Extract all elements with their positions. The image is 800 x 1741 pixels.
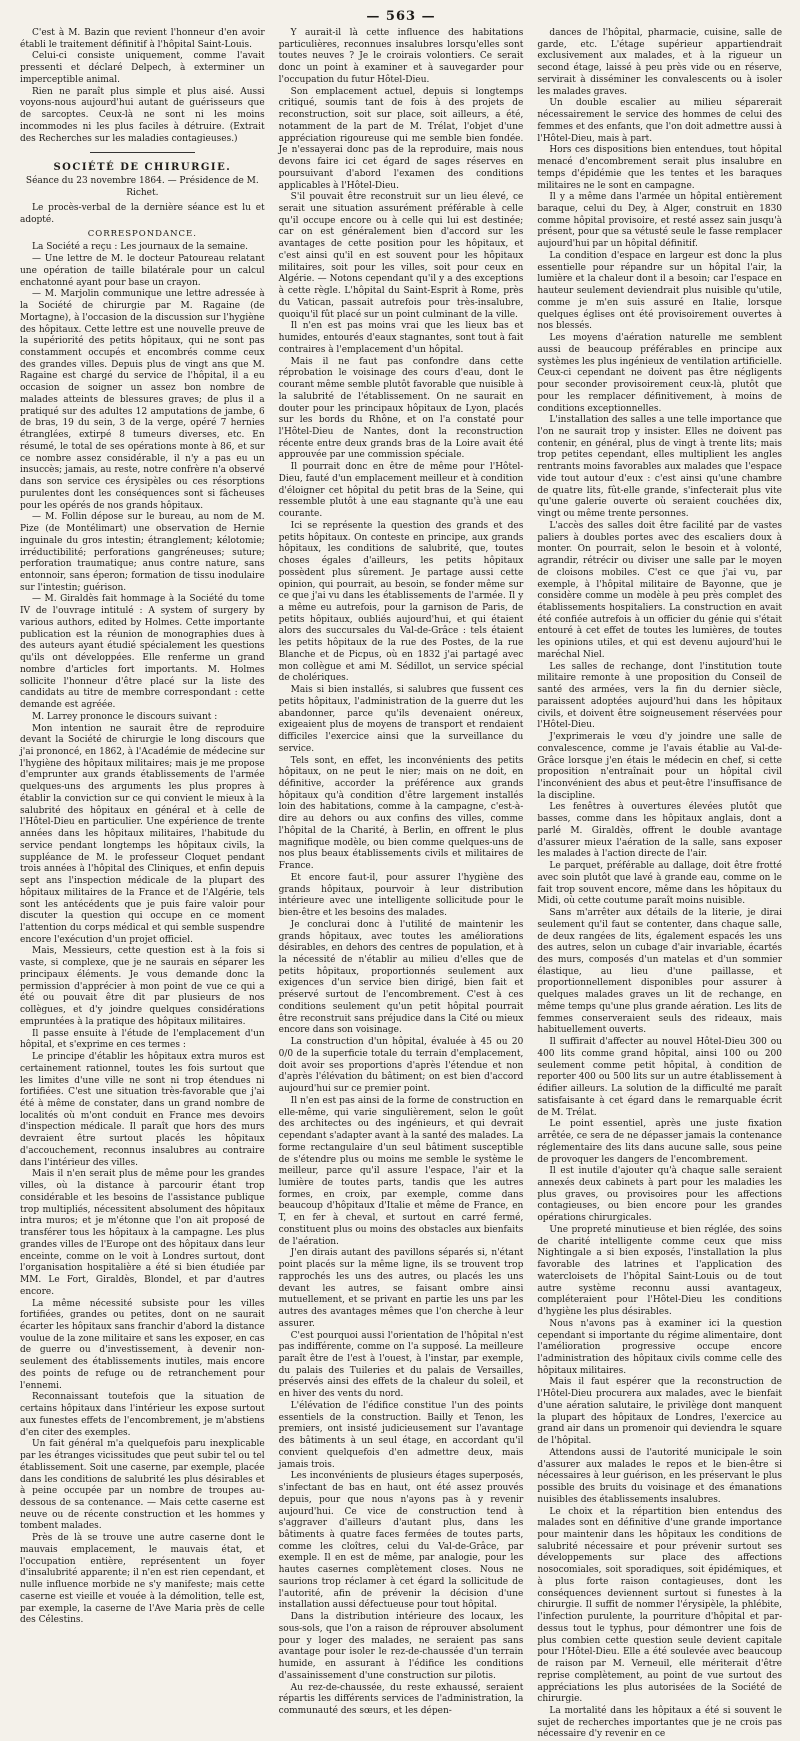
paragraph: Tels sont, en effet, les inconvénients des petits hôpitaux, on ne peut le nier; mais on ne doit, en définitive, accorder la préférence aux grands hôpitaux qu'à condition d'être largement installés loin des habitations, comme à la campagne, c'est-à-dire au dehors ou aux confins des villes, comme l'hôpital de la Charité, à Berlin, en offrent le plus magnifique modèle, ou bien comme quelques-uns de nos plus beaux établissements civils et militaires de France. [278, 755, 524, 872]
paragraph: La construction d'un hôpital, évaluée à 45 ou 20 0/0 de la superficie totale du terrain d'emplacement, doit avoir ses proportions d'après l'étendue et non d'après l'élévation du bâtiment; on est bien d'accord aujourd'hui sur ce premier point. [278, 1037, 524, 1095]
paragraph: La condition d'espace en largeur est donc la plus essentielle pour répandre sur un hôpital l'air, la lumière et la chaleur dont il a besoin; car l'espace en hauteur seulement deviendrait plus nuisible qu'utile, comme je m'en suis assuré en Italie, lorsque quelques églises ont été provisoirement ouvertes à nos blessés. [537, 250, 783, 332]
paragraph: Hors ces dispositions bien entendues, tout hôpital menacé d'encombrement serait plus insalubre en temps d'épidémie que les tentes et les baraques militaires ne le sont en campagne. [537, 145, 783, 191]
paragraph: Le procès-verbal de la dernière séance est lu et adopté. [20, 202, 265, 225]
paragraph: — M. Marjolin communique une lettre adressée à la Société de chirurgie par M. Ragaine (de Mortagne), à l'occasion de la discussion sur l'hygiène des hôpitaux. Cette lettre est une nouvelle preuve de la supériorité des petits hôpitaux, qui ne sont pas constamment occupés et encombrés comme ceux des grandes villes. Depuis plus de vingt ans que M. Ragaine est chargé du service de l'hôpital, il a eu occasion de soigner un assez bon nombre de malades atteints de blessures graves; de plus il a pratiqué sur des adultes 12 amputations de jambe, 6 de bras, 19 du sein, 3 de la verge, opéré 7 hernies étranglées, extirpé 8 tumeurs diverses, etc. En résumé, le total de ses opérations monte à 86, et sur ce nombre assez considérable, il n'y a pas eu un insuccès; jamais, au reste, notre confrère n'a observé dans son service ces érysipèles ou ces résorptions purulentes dont les conséquences sont si fâcheuses pour les opérés de nos grands hôpitaux. [20, 289, 265, 511]
subsection-heading: CORRESPONDANCE. [87, 229, 197, 240]
paragraph: L'accès des salles doit être facilité par de vastes paliers à doubles portes avec des escaliers doux à monter. On pourrait, selon le besoin et à volonté, agrandir, rétrécir ou diviser une salle par le moyen de cloisons mobiles. C'est ce que j'ai vu, par exemple, à l'hôpital militaire de Bayonne, que je considère comme un modèle à peu près complet des établissements hospitaliers. La construction en avait été confiée autrefois à un officier du génie qui s'était entouré à cet effet de toutes les lumières, de toutes les opinions utiles, et qui est devenu aujourd'hui le maréchal Niel. [537, 520, 783, 660]
column-right [537, 28, 783, 1740]
paragraph: Il pourrait donc en être de même pour l'Hôtel-Dieu, fauté d'un emplacement meilleur et à condition d'éloigner cet hôpital du petit bras de la Seine, qui ressemble plutôt à une eau stagnante qu'à une eau courante. [278, 462, 524, 520]
paragraph: Nous n'avons pas à examiner ici la question cependant si importante du régime alimentaire, dont l'amélioration progressive occupe encore l'administration des hôpitaux civils comme celle des hôpitaux militaires. [537, 1318, 783, 1376]
paragraph: — M. Follin dépose sur le bureau, au nom de M. Pize (de Montélimart) une observation de Hernie inguinale du gros intestin; étranglement; kélotomie; irréductibilité; perforations gangréneuses; suture; perforation traumatique; anus contre nature, sans entonnoir, sans éperon; formation de tissu inodulaire sur l'intestin; guérison. [20, 512, 265, 593]
session-line: Séance du 23 novembre 1864. — Présidence de M. Richet. [25, 176, 259, 199]
column-middle [278, 28, 524, 1717]
column-left [20, 28, 265, 1626]
paragraph: Un fait général m'a quelquefois paru inexplicable par les étranges vicissitudes que peut subir tel ou tel établissement. Soit une caserne, par exemple, placée dans les conditions de salubrité les plus désirables et à peine occupée par un nombre de troupes au-dessous de sa contenance. — Mais cette caserne est neuve ou de récente construction et les hommes y tombent malades. [20, 1439, 265, 1532]
paragraph: Je conclurai donc à l'utilité de maintenir les grands hôpitaux, avec toutes les améliorations désirables, en dehors des centres de population, et à la nécessité de n'établir au milieu d'elles que de petits hôpitaux, proportionnés seulement aux exigences d'un service bien dirigé, bien fait et préservé surtout de l'encombrement. C'est à ces conditions seulement qu'un petit hôpital pourrait être reconstruit sans préjudice dans la Cité ou mieux encore dans son voisinage. [278, 919, 524, 1036]
paragraph: Le point essentiel, après une juste fixation arrêtée, ce sera de ne dépasser jamais la contenance réglementaire des lits dans aucune salle, sous peine de provoquer les dangers de l'encombrement. [537, 1119, 783, 1165]
paragraph: Les moyens d'aération naturelle me semblent aussi de beaucoup préférables en principe aux systèmes les plus ingénieux de ventilation artificielle. Ceux-ci cependant ne doivent pas être négligents pour seconder provisoirement ceux-là, plutôt que pour les remplacer définitivement, à moins de conditions exceptionnelles. [537, 333, 783, 414]
paragraph: M. Larrey prononce le discours suivant : [32, 711, 218, 722]
paragraph: Rien ne paraît plus simple et plus aisé. Aussi voyons-nous aujourd'hui autant de guérisseurs que de sarcoptes. Ceux-là ne sont ni les moins incommodes ni les plus faciles à détruire. (Extrait des Recherches sur les maladies contagieuses.) [20, 86, 265, 144]
paragraph: Mon intention ne saurait être de reproduire devant la Société de chirurgie le long discours que j'ai prononcé, en 1862, à l'Académie de médecine sur l'hygiène des hôpitaux militaires; mais je me propose d'emprunter aux grands établissements de l'armée quelques-uns des arguments les plus propres à établir la conviction sur ce qui convient le mieux à la salubrité des hôpitaux en général et à celle de l'Hôtel-Dieu en particulier. Une expérience de trente années dans les hôpitaux militaires, l'habitude du service pendant longtemps les hôpitaux civils, la suppléance de M. le professeur Cloquet pendant trois années à l'hôpital des Cliniques, et enfin depuis sept ans l'inspection médicale de la plupart des hôpitaux militaires de la France et de l'Algérie, tels sont les antécédents que je puis faire valoir pour discuter la question qui occupe en ce moment l'attention du corps médical et qui semble suspendre encore l'exécution d'un projet officiel. [20, 723, 265, 945]
paragraph: Un double escalier au milieu séparerait nécessairement le service des hommes de celui des femmes et des enfants, que l'on doit admettre aussi à l'Hôtel-Dieu, mais à part. [537, 98, 783, 144]
paragraph: J'en dirais autant des pavillons séparés si, n'étant point placés sur la même ligne, ils se trouvent trop rapprochés les uns des autres, ou placés les uns devant les autres, se faisant ombre ainsi mutuellement, et se privant en partie les uns par les autres des avantages mêmes que l'on cherche à leur assurer. [278, 1248, 524, 1329]
paragraph: Ici se représente la question des grands et des petits hôpitaux. On conteste en principe, aux grands hôpitaux, les conditions de salubrité, que, toutes choses égales d'ailleurs, les petits hôpitaux possèdent plus sûrement. Je partage aussi cette opinion, qui pourrait, au besoin, se fonder même sur ce que j'ai vu dans les établissements de l'armée. Il y a même eu autrefois, pour la garnison de Paris, de petits hôpitaux, oubliés aujourd'hui, et qui étaient alors des succursales du Val-de-Grâce : tels étaient les petits hôpitaux de la rue des Postes, de la rue Blanche et de Picpus, où en 1832 j'ai partagé avec mon collègue et ami M. Sédillot, un service spécial de cholériques. [278, 520, 524, 684]
paragraph: Près de là se trouve une autre caserne dont le mauvais emplacement, le mauvais état, et l'occupation entière, représentent un foyer d'insalubrité apparente; il n'en est rien cependant, et nulle influence morbide ne s'y manifeste; mais cette caserne est vieille et vouée à la démolition, telle est, par exemple, la caserne de l'Ave Maria près de celle des Célestins. [20, 1533, 265, 1626]
paragraph: Il est inutile d'ajouter qu'à chaque salle seraient annexés deux cabinets à part pour les maladies les plus graves, ou provisoires pour les affections contagieuses, ou bien encore pour les grandes opérations chirurgicales. [537, 1166, 783, 1224]
paragraph: La même nécessité subsiste pour les villes fortifiées, grandes ou petites, dont on ne saurait écarter les hôpitaux sans franchir d'abord la distance voulue de la zone militaire et sans les exposer, en cas de guerre ou d'investissement, à devenir non-seulement des établissements inutiles, mais encore des points de refuge ou de retranchement pour l'ennemi. [20, 1298, 265, 1391]
paragraph: Reconnaissant toutefois que la situation de certains hôpitaux dans l'intérieur les expose surtout aux funestes effets de l'encombrement, je m'abstiens d'en citer des exemples. [20, 1392, 265, 1438]
paragraph: Le choix et la répartition bien entendus des malades sont en définitive d'une grande importance pour maintenir dans les hôpitaux les conditions de salubrité nécessaire et pour prévenir surtout ses développements sur place des affections nosocomiales, soit sporadiques, soit épidémiques, et à plus forte raison contagieuses, dont les conséquences deviennent surtout si funestes à la chirurgie. Il suffit de nommer l'érysipèle, la phlébite, l'infection purulente, la pourriture d'hôpital et par-dessus tout le typhus, pour démontrer une fois de plus combien cette question seule devient capitale pour l'Hôtel-Dieu. Elle a été soulevée avec beaucoup de raison par M. Verneuil, elle mériterait d'être reprise complètement, au point de vue surtout des appréciations les plus autorisées de la Société de chirurgie. [537, 1506, 783, 1705]
paragraph: Mais, Messieurs, cette question est à la fois si vaste, si complexe, que je ne saurais en séparer les principaux éléments. Je vous demande donc la permission d'apprécier à mon point de vue ce qui a été ou pouvait être dit par plusieurs de nos collègues, et d'y joindre quelques considérations empruntées à la pratique des hôpitaux militaires. [20, 946, 265, 1027]
paragraph: Le parquet, préférable au dallage, doit être frotté avec soin plutôt que lavé à grande eau, comme on le fait trop souvent encore, même dans les hôpitaux du Midi, où cette coutume paraît moins nuisible. [537, 861, 783, 907]
paragraph: dances de l'hôpital, pharmacie, cuisine, salle de garde, etc. L'étage supérieur appartiendrait exclusivement aux malades, et à la rigueur un second étage, laissé à peu près vide ou en réserve, servirait à disséminer les convalescents ou à isoler les malades graves. [537, 28, 783, 97]
paragraph: C'est pourquoi aussi l'orientation de l'hôpital n'est pas indifférente, comme on l'a supposé. La meilleure paraît être de l'est à l'ouest, à l'instar, par exemple, du palais des Tuileries et du palais de Versailles, préservés ainsi des effets de la chaleur du soleil, et en hiver des vents du nord. [278, 1330, 524, 1400]
paragraph: Y aurait-il là cette influence des habitations particulières, reconnues insalubres lorsqu'elles sont toutes neuves ? Je le croirais volontiers. Ce serait donc un point à examiner et à sauvegarder pour l'occupation du futur Hôtel-Dieu. [278, 28, 524, 85]
paragraph: Attendons aussi de l'autorité municipale le soin d'assurer aux malades le repos et le bien-être si nécessaires à leur guérison, en les préservant le plus possible des bruits du voisinage et des émanations nuisibles des établissements insalubres. [537, 1447, 783, 1505]
paragraph: Celui-ci consiste uniquement, comme l'avait pressenti et déclaré Delpech, à exterminer un imperceptible animal. [20, 51, 265, 85]
paragraph: Mais il ne faut pas confondre dans cette réprobation le voisinage des cours d'eau, dont le courant même semble plutôt favorable que nuisible à la salubrité de l'établissement. On ne saurait en douter pour les principaux hôpitaux de Lyon, placés sur les bords du Rhône, et on l'a constaté pour l'Hôtel-Dieu de Nantes, dont la reconstruction récente entre deux grands bras de la Loire avait été approuvée par une commission spéciale. [278, 356, 524, 461]
paragraph: Les inconvénients de plusieurs étages superposés, s'infectant de bas en haut, ont été assez prouvés depuis, pour que nous n'ayons pas à y revenir aujourd'hui. Ce vice de construction tend à s'aggraver d'ailleurs d'autant plus, dans les bâtiments à quatre faces fermées de toutes parts, comme les cloîtres, celui du Val-de-Grâce, par exemple. Il en est de même, par analogie, pour les hautes casernes complètement closes. Nous ne saurions trop réclamer à cet égard la sollicitude de l'autorité, afin de prévenir la décision d'une installation aussi défectueuse pour tout hôpital. [278, 1471, 524, 1611]
paragraph: Son emplacement actuel, depuis si longtemps critiqué, soumis tant de fois à des projets de reconstruction, soit sur place, soit ailleurs, a été, notamment de la part de M. Trélat, l'objet d'une appréciation rigoureuse qui me semble bien fondée. Je n'essayerai donc pas de la reproduire, mais nous devons faire ici cet égard de sages réserves en poursuivant d'abord l'examen des conditions applicables à l'Hôtel-Dieu. [278, 86, 524, 191]
paragraph: — M. Giraldès fait hommage à la Société du tome IV de l'ouvrage intitulé : A system of surgery by various authors, edited by Holmes. Cette importante publication est la réunion de monographies dues à des auteurs ayant étudié spécialement les questions qu'ils ont développées. Elle renferme un grand nombre d'articles fort importants. M. Holmes sollicite l'honneur d'être placé sur la liste des candidats au titre de membre correspondant : cette demande est agréée. [20, 594, 265, 711]
paragraph: Sans m'arrêter aux détails de la literie, je dirai seulement qu'il faut se contenter, dans chaque salle, de deux rangées de lits, également espacés les uns des autres, selon un cubage d'air invariable, écartés des murs, composés d'un matelas et d'un sommier élastique, au lieu d'une paillasse, et proportionnellement disponibles pour assurer à quelques malades graves un lit de rechange, en même temps qu'une plus grande aération. Les lits de femmes conserveraient seuls des rideaux, mais habituellement ouverts. [537, 908, 783, 1036]
paragraph: Il y a même dans l'armée un hôpital entièrement baraque, celui du Dey, à Alger, construit en 1830 comme hôpital provisoire, et resté assez sain jusqu'à présent, pour que sa vétusté seule le fasse remplacer aujourd'hui par un hôpital définitif. [537, 192, 783, 250]
section-heading: SOCIÉTÉ DE CHIRURGIE. [53, 162, 232, 174]
paragraph: Et encore faut-il, pour assurer l'hygiène des grands hôpitaux, pourvoir à leur distribution intérieure avec une intelligente sollicitude pour le bien-être et les besoins des malades. [278, 872, 524, 919]
paragraph: J'exprimerais le vœu d'y joindre une salle de convalescence, comme je l'avais établie au Val-de-Grâce lorsque j'en étais le médecin en chef, si cette proposition n'entraînait pour un hôpital civil l'inconvénient des abus et peut-être l'insuffisance de la discipline. [537, 732, 783, 801]
paragraph: Il suffirait d'affecter au nouvel Hôtel-Dieu 300 ou 400 lits comme grand hôpital, ainsi 100 ou 200 seulement comme petit hôpital, à condition de reporter 400 ou 500 lits sur un autre établissement à édifier ailleurs. La solution de la difficulté me paraît satisfaisante à cet égard dans le remarquable écrit de M. Trélat. [537, 1037, 783, 1118]
paragraph: Dans la distribution intérieure des locaux, les sous-sols, que l'on a raison de réprouver absolument pour y loger des malades, ne seraient pas sans avantage pour isoler le rez-de-chaussée d'un terrain humide, en assurant à l'édifice les conditions d'assainissement d'une construction sur pilotis. [278, 1612, 524, 1681]
paragraph: Une propreté minutieuse et bien réglée, des soins de charité intelligente comme ceux que miss Nightingale a si bien exposés, l'installation la plus favorable des latrines et l'application des watercloisets de l'hôpital Saint-Louis ou de tout autre système reconnu aussi avantageux, compléteraient pour l'Hôtel-Dieu les conditions d'hygiène les plus désirables. [537, 1224, 783, 1318]
paragraph: L'élévation de l'édifice constitue l'un des points essentiels de la construction. Bailly et Tenon, les premiers, ont insisté judicieusement sur l'avantage des bâtiments à un seul étage, en accordant qu'il convient quelquefois d'en admettre deux, mais jamais trois. [278, 1400, 524, 1470]
paragraph: Au rez-de-chaussée, du reste exhaussé, seraient répartis les différents services de l'administration, la communauté des sœurs, et les dépen- [278, 1682, 524, 1717]
paragraph: Mais si bien installés, si salubres que fussent ces petits hôpitaux, l'administration de la guerre dut les abandonner, parce qu'ils devenaient onéreux, exigeaient plus de moyens de transport et rendaient difficiles l'exercice ainsi que la surveillance du service. [278, 685, 524, 754]
paragraph: Il passe ensuite à l'étude de l'emplacement d'un hôpital, et s'exprime en ces termes : [20, 1028, 265, 1051]
paragraph: Le principe d'établir les hôpitaux extra muros est certainement rationnel, toutes les fois surtout que les limites d'une ville ne sont ni trop étendues ni fortifiées. C'est une situation très-favorable que j'ai été à même de constater, dans un grand nombre de localités où m'ont conduit en France mes devoirs d'inspection médicale. Il paraît que hors des murs devraient être surtout placés les hôpitaux d'accouchement, reconnus insalubres au contraire dans l'intérieur des villes. [20, 1052, 265, 1168]
paragraph: S'il pouvait être reconstruit sur un lieu élevé, ce serait une situation assurément préférable à celle qu'il occupe encore ou à celle qui lui est destinée; car on est généralement bien d'accord sur les avantages de cette position pour les hôpitaux, et c'est ainsi qu'il en est souvent pour les hôpitaux militaires, soit pour les villes, soit pour ceux en Algérie. — Notons cependant qu'il y a des exceptions à cette règle. L'hôpital du Saint-Esprit à Rome, près du Vatican, passait autrefois pour très-insalubre, quoiqu'il fût placé sur un point culminant de la ville. [278, 192, 524, 320]
paragraph: Les salles de rechange, dont l'institution toute militaire remonte à une proposition du Conseil de santé des armées, vers la fin du dernier siècle, paraissent adoptées aujourd'hui dans les hôpitaux civils, et doivent être soigneusement réservées pour l'Hôtel-Dieu. [537, 661, 783, 731]
paragraph: L'installation des salles a une telle importance que l'on ne saurait trop y insister. Elles ne doivent pas contenir, en général, plus de vingt à trente lits; mais trop petites cependant, elles multiplient les angles rentrants moins favorables aux malades que l'espace vide tout autour d'eux : c'est ainsi qu'une chambre de quatre lits, fût-elle grande, s'infecterait plus vite qu'une galerie ouverte où seraient couchées dix, vingt ou même trente personnes. [537, 415, 783, 520]
paragraph: La mortalité dans les hôpitaux a été si souvent le sujet de recherches importantes que je ne crois pas nécessaire d'y revenir en ce [537, 1706, 783, 1740]
paragraph: Mais il faut espérer que la reconstruction de l'Hôtel-Dieu procurera aux malades, avec le bienfait d'une aération salutaire, le privilège dont manquent la plupart des hôpitaux de Londres, l'exercice au grand air dans un promenoir qui deviendra le square de l'hôpital. [537, 1377, 783, 1447]
page-number: — 563 — [366, 9, 436, 24]
paragraph: Mais il n'en serait plus de même pour les grandes villes, où la distance à parcourir étant trop considérable et les besoins de l'assistance publique trop multipliés, nécessitent absolument des hôpitaux intra muros; et je m'étonne que l'on ait proposé de transférer tous les hôpitaux à la campagne. Les plus grandes villes de l'Europe ont des hôpitaux dans leur enceinte, comme on le voit à Londres surtout, dont l'organisation hospitalière a été si bien étudiée par MM. Le Fort, Giraldès, Blondel, et par d'autres encore. [20, 1169, 265, 1297]
paragraph: Il n'en est pas ainsi de la forme de construction en elle-même, qui varie singulièrement, selon le goût des architectes ou des ingénieurs, et qui devrait cependant s'adapter avant à la santé des malades. La forme rectangulaire d'un seul bâtiment susceptible de s'étendre plus ou moins me semble le système le meilleur, parce qu'il assure l'espace, l'air et la lumière de toutes parts, tandis que les autres formes, en croix, par exemple, comme dans beaucoup d'hôpitaux d'Italie et même de France, en T, en fer à cheval, et surtout en carré fermé, constituent plus ou moins des obstacles aux bienfaits de l'aération. [278, 1095, 524, 1247]
paragraph: Il n'en est pas moins vrai que les lieux bas et humides, entourés d'eaux stagnantes, sont tout à fait contraires à l'emplacement d'un hôpital. [278, 321, 524, 355]
paragraph: C'est à M. Bazin que revient l'honneur d'en avoir établi le traitement définitif à l'hôpital Saint-Louis. [20, 28, 265, 50]
paragraph: Les fenêtres à ouvertures élevées plutôt que basses, comme dans les hôpitaux anglais, dont a parlé M. Giraldès, offrent le double avantage d'assurer mieux l'aération de la salle, sans exposer les malades à l'action directe de l'air. [537, 802, 783, 860]
section-divider [90, 152, 195, 153]
paragraph: — Une lettre de M. le docteur Patoureau relatant une opération de taille bilatérale pour un calcul enchatonné ayant pour base un crayon. [20, 254, 265, 288]
text-columns [20, 28, 783, 1740]
paragraph: La Société a reçu : Les journaux de la semaine. [32, 242, 249, 253]
